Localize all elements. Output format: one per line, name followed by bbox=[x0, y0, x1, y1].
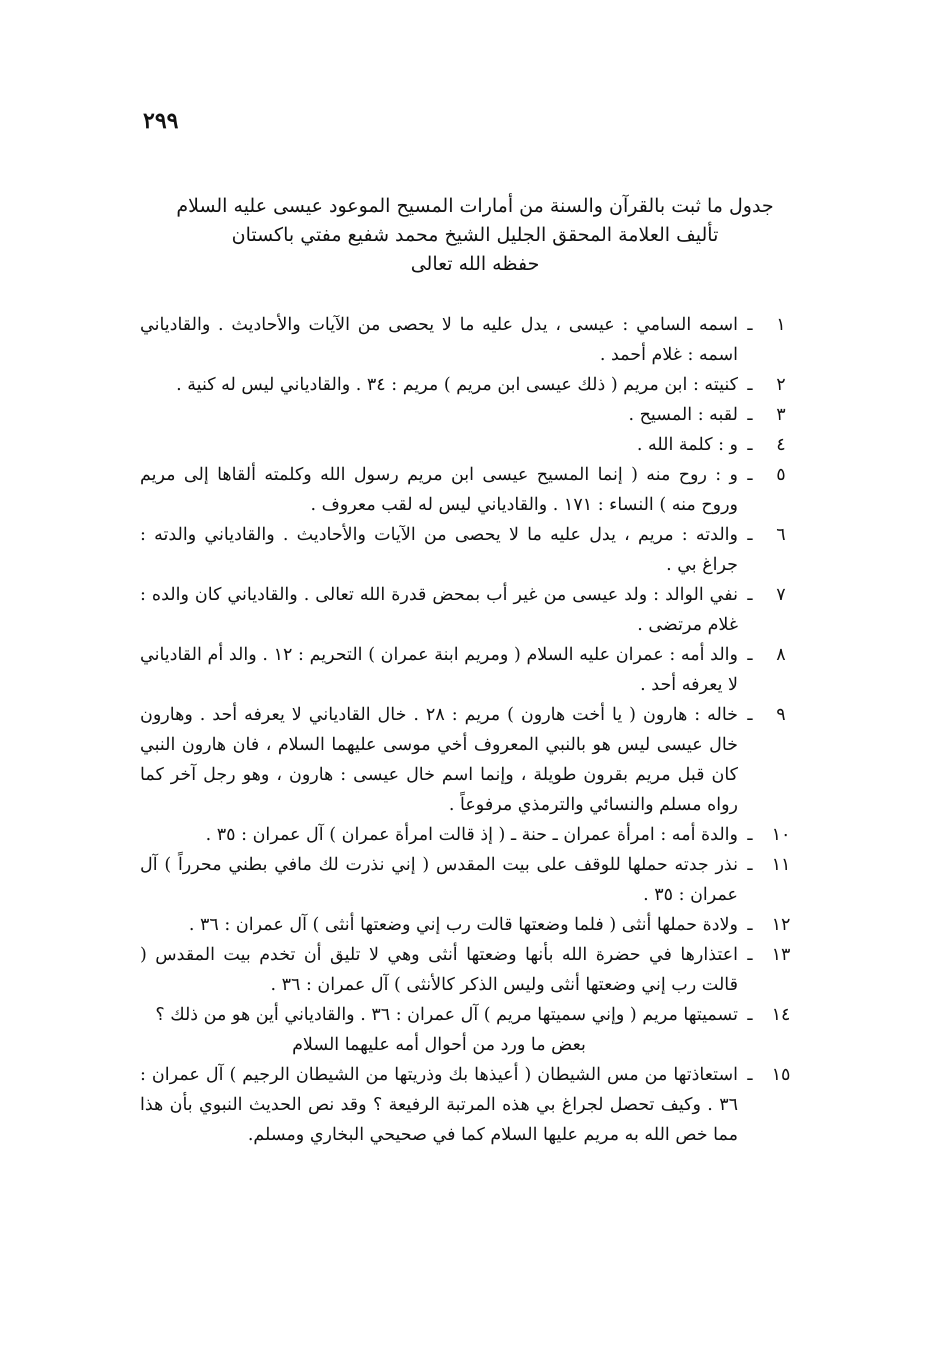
entries-list bbox=[140, 310, 800, 1150]
entry-number: ٥ bbox=[776, 465, 786, 485]
page-number: ٢٩٩ bbox=[143, 108, 179, 134]
list-item bbox=[140, 400, 800, 430]
entry-text: والدة أمه : امرأة عمران ـ حنة ـ ( إذ قالت امرأة عمران ) آل عمران : ٣٥ . bbox=[205, 825, 738, 845]
entry-number: ٣ bbox=[776, 405, 786, 425]
entry-dash: ـ bbox=[747, 315, 753, 335]
entry-text: والدته : مريم ، يدل عليه ما لا يحصى من الآيات والأحاديث . والقادياني والدته : جراغ بي . bbox=[140, 525, 738, 575]
entry-dash: ـ bbox=[747, 435, 753, 455]
entry-text: نفي الوالد : ولد عيسى من غير أب بمحض قدرة الله تعالى . والقادياني كان والده : غلام مرتضى . bbox=[140, 585, 738, 635]
entry-dash: ـ bbox=[747, 1065, 753, 1085]
list-item bbox=[140, 640, 800, 700]
list-item bbox=[140, 1060, 800, 1150]
entry-text: و : كلمة الله . bbox=[636, 435, 738, 455]
entry-dash: ـ bbox=[747, 375, 753, 395]
entry-number: ١٥ bbox=[771, 1065, 791, 1085]
entry-text: استعاذتها من مس الشيطان ( أعيذها بك وذريتها من الشيطان الرجيم ) آل عمران : ٣٦ . وكيف تحصل لجراغ بي هذه المرتبة الرفيعة ؟ وقد نص الحديث النبوي بأن هذا مما خص الله به مريم عليها السلام كما في صحيحي البخاري ومسلم. bbox=[140, 1065, 738, 1145]
list-item bbox=[140, 850, 800, 910]
list-item bbox=[140, 940, 800, 1000]
list-item bbox=[140, 520, 800, 580]
entry-dash: ـ bbox=[747, 645, 753, 665]
entry-text: لقبه : المسيح . bbox=[628, 405, 738, 425]
list-item bbox=[140, 910, 800, 940]
entry-number: ١١ bbox=[771, 855, 791, 875]
entry-dash: ـ bbox=[747, 915, 753, 935]
entry-text: اسمه السامي : عيسى ، يدل عليه ما لا يحصى من الآيات والأحاديث . والقادياني اسمه : غلام أحمد . bbox=[140, 315, 738, 365]
entry-number: ١٤ bbox=[771, 1005, 791, 1025]
entry-dash: ـ bbox=[747, 945, 753, 965]
entry-number: ١٠ bbox=[771, 825, 791, 845]
entry-text: والد أمه : عمران عليه السلام ( ومريم ابنة عمران ) التحريم : ١٢ . والد أم القادياني لا يعرفه أحد . bbox=[140, 645, 738, 695]
entry-number: ٢ bbox=[776, 375, 786, 395]
entry-text: تسميتها مريم ( وإني سميتها مريم ) آل عمران : ٣٦ . والقادياني أين هو من ذلك ؟ bbox=[155, 1005, 738, 1025]
entry-number: ١ bbox=[776, 315, 786, 335]
entry-dash: ـ bbox=[747, 855, 753, 875]
entry-text: خاله : هارون ( يا أخت هارون ) مريم : ٢٨ . خال القادياني لا يعرفه أحد . وهارون خال عيسى ليس هو بالنبي المعروف أخي موسى عليهما السلام ، فان هارون النبي كان قبل مريم بقرون طويلة ، وإنما اسم خال عيسى : هارون ، وهو رجل آخر كما رواه مسلم والنسائي والترمذي مرفوعاً . bbox=[140, 705, 738, 815]
list-item bbox=[140, 580, 800, 640]
entry-dash: ـ bbox=[747, 825, 753, 845]
entry-number: ١٢ bbox=[771, 915, 791, 935]
entry-text: كنيته : ابن مريم ( ذلك عيسى ابن مريم ) مريم : ٣٤ . والقادياني ليس له كنية . bbox=[176, 375, 738, 395]
entry-number: ٧ bbox=[776, 585, 786, 605]
page-heading bbox=[150, 192, 800, 279]
section-subheading bbox=[140, 1030, 800, 1060]
list-item bbox=[140, 310, 800, 370]
entry-number: ٤ bbox=[776, 435, 786, 455]
entry-text: ولادة حملها أنثى ( فلما وضعتها قالت رب إني وضعتها أنثى ) آل عمران : ٣٦ . bbox=[188, 915, 738, 935]
entry-text: و : روح منه ( إنما المسيح عيسى ابن مريم رسول الله وكلمته ألقاها إلى مريم وروح منه ) النساء : ١٧١ . والقادياني ليس له لقب معروف . bbox=[140, 465, 738, 515]
entry-number: ٨ bbox=[776, 645, 786, 665]
entry-dash: ـ bbox=[747, 585, 753, 605]
heading-blessing: حفظه الله تعالى bbox=[410, 253, 540, 275]
entry-dash bbox=[738, 1030, 762, 1060]
heading-author: تأليف العلامة المحقق الجليل الشيخ محمد شفيع مفتي باكستان bbox=[231, 224, 719, 246]
entry-dash: ـ bbox=[747, 525, 753, 545]
list-item bbox=[140, 820, 800, 850]
entry-text: اعتذارها في حضرة الله بأنها وضعتها أنثى وهي لا تليق أن تخدم بيت المقدس ( قالت رب إني وضعتها أنثى وليس الذكر كالأنثى ) آل عمران : ٣٦ . bbox=[140, 945, 738, 995]
entry-number: ١٣ bbox=[771, 945, 791, 965]
list-item bbox=[140, 700, 800, 820]
entry-number bbox=[762, 1030, 800, 1060]
entry-dash: ـ bbox=[747, 465, 753, 485]
entry-text: بعض ما ورد من أحوال أمه عليهما السلام bbox=[292, 1035, 586, 1055]
entry-number: ٩ bbox=[776, 705, 786, 725]
list-item bbox=[140, 370, 800, 400]
entry-number: ٦ bbox=[776, 525, 786, 545]
heading-title: جدول ما ثبت بالقرآن والسنة من أمارات المسيح الموعود عيسى عليه السلام bbox=[176, 195, 774, 217]
list-item bbox=[140, 460, 800, 520]
list-item bbox=[140, 1000, 800, 1030]
entry-text: نذر جدته حملها للوقف على بيت المقدس ( إني نذرت لك مافي بطني محرراً ) آل عمران : ٣٥ . bbox=[140, 855, 738, 905]
list-item bbox=[140, 430, 800, 460]
entry-dash: ـ bbox=[747, 405, 753, 425]
entry-dash: ـ bbox=[747, 705, 753, 725]
entry-dash: ـ bbox=[747, 1005, 753, 1025]
